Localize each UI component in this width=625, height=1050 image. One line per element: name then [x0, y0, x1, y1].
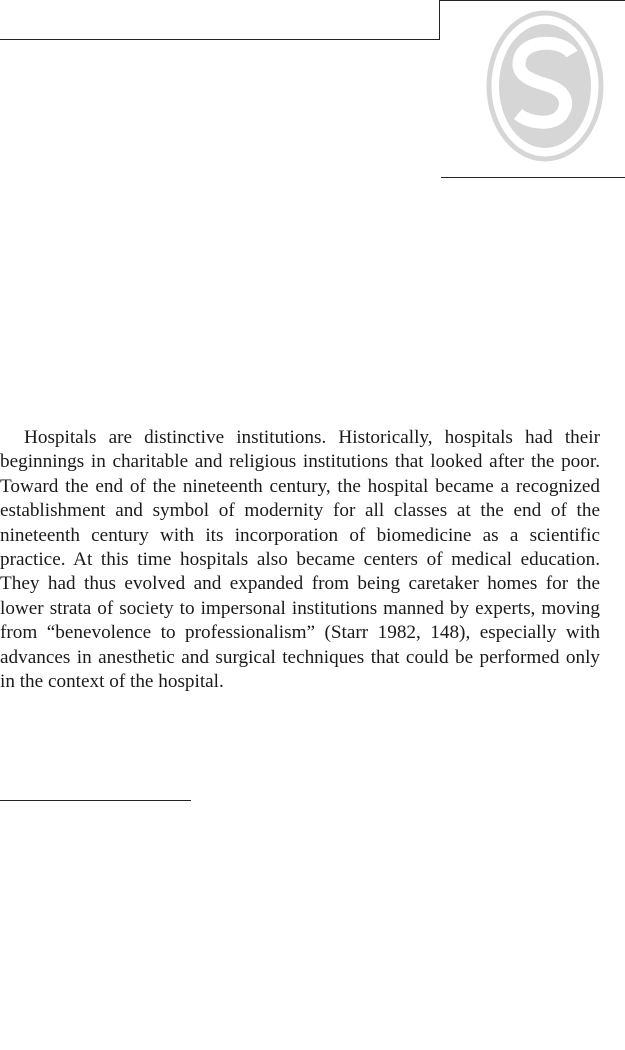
header-rule: [0, 39, 440, 40]
body-paragraph: Hospitals are distinctive institutions. Historically, hospitals had their beginnings in charitable and religious institutions that looked after the poor. Toward the end of the nineteenth century, the hospital became a recognized establishment and symbol of modernity for all classes at the end of the nineteenth century with its incorporation of biomedicine as a scientific practice. At this time hospitals also became centers of medical education. They had thus evolved and expanded from being caretaker homes for the lower strata of society to impersonal institutions manned by experts, moving from “benevolence to professionalism” (Starr 1982, 148), especially with advances in anesthetic and surgical techniques that could be performed only in the context of the hospital.: [0, 427, 600, 693]
footnote-rule: [0, 800, 191, 801]
emblem-bottom-rule: [441, 177, 625, 178]
s-seal-icon: [486, 10, 604, 162]
